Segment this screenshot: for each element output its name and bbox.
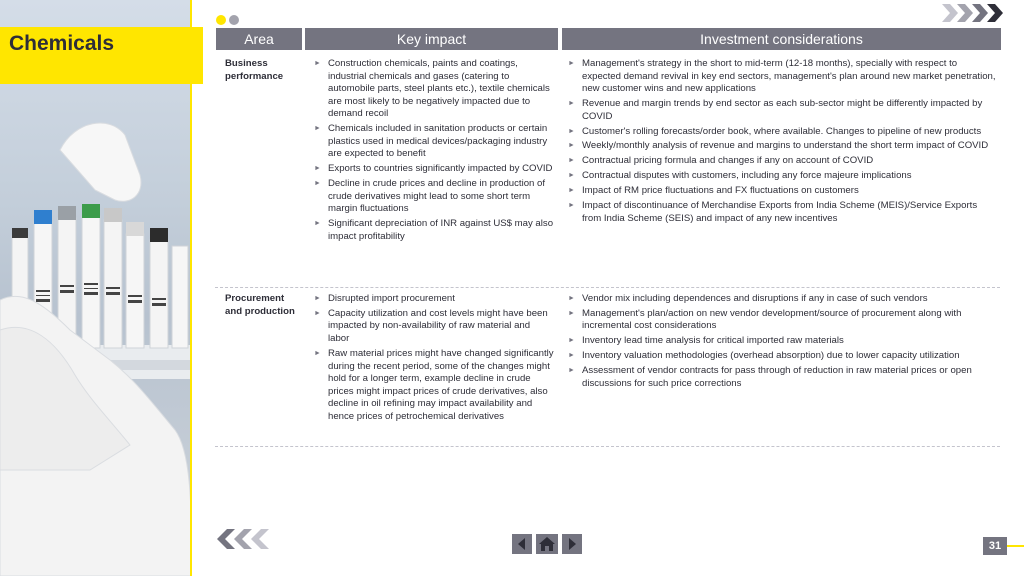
list-item: ► Revenue and margin trends by end sector as each sub-sector might be differently impacted by COVID bbox=[568, 98, 998, 123]
page-title: Chemicals bbox=[9, 32, 115, 55]
list-item: ► Contractual disputes with customers, including any force majeure implications bbox=[568, 170, 998, 183]
header-investment-considerations: Investment considerations bbox=[562, 28, 1001, 50]
prev-button[interactable] bbox=[512, 534, 532, 554]
row-area-business-performance: Business performance bbox=[225, 58, 284, 82]
triangle-left-icon bbox=[512, 534, 532, 554]
home-button[interactable] bbox=[536, 534, 558, 554]
list-item: ► Management's strategy in the short to mid-term (12-18 months), specially with respect to expected demand revival in key end sectors, management's plan around new market penetration, new customer wins and new applications bbox=[568, 58, 998, 96]
impact-list-business bbox=[314, 58, 554, 246]
row-separator bbox=[215, 446, 1000, 447]
dot-inactive bbox=[229, 15, 239, 25]
header-area: Area bbox=[216, 28, 302, 50]
list-item: ► Assessment of vendor contracts for pass through of reduction in raw material prices or open discussions for such price corrections bbox=[568, 365, 998, 390]
list-item: ► Exports to countries significantly impacted by COVID bbox=[314, 163, 554, 176]
next-button[interactable] bbox=[562, 534, 582, 554]
row-area-procurement: Procurement and production bbox=[225, 293, 295, 317]
list-item: ► Vendor mix including dependences and disruptions if any in case of such vendors bbox=[568, 293, 998, 306]
header-key-impact: Key impact bbox=[305, 28, 558, 50]
page-number-accent bbox=[1007, 545, 1024, 547]
home-icon bbox=[536, 534, 558, 554]
chevrons-icon bbox=[940, 2, 1008, 24]
list-item: ► Management's plan/action on new vendor development/source of procurement along with incremental cost considerations bbox=[568, 308, 998, 333]
list-item: ► Construction chemicals, paints and coatings, industrial chemicals and gases (catering to automobile parts, steel plants etc.), textile chemicals are most likely to be negatively impacted due to demand recoil bbox=[314, 58, 554, 121]
considerations-list-business bbox=[568, 58, 998, 228]
glove-fingers bbox=[60, 123, 141, 201]
list-item: ► Disrupted import procurement bbox=[314, 293, 554, 306]
impact-list-procurement bbox=[314, 293, 554, 426]
page-number: 31 bbox=[983, 537, 1007, 555]
accent-line bbox=[190, 0, 192, 576]
list-item: ► Inventory lead time analysis for critical imported raw materials bbox=[568, 335, 998, 348]
row-separator bbox=[215, 287, 1000, 288]
triangle-right-icon bbox=[562, 534, 582, 554]
considerations-list-procurement bbox=[568, 293, 998, 393]
list-item: ► Impact of RM price fluctuations and FX fluctuations on customers bbox=[568, 185, 998, 198]
list-item: ► Inventory valuation methodologies (overhead absorption) due to lower capacity utilization bbox=[568, 350, 998, 363]
list-item: ► Significant depreciation of INR against US$ may also impact profitability bbox=[314, 218, 554, 243]
list-item: ► Weekly/monthly analysis of revenue and margins to understand the short term impact of COVID bbox=[568, 140, 998, 153]
list-item: ► Raw material prices might have changed significantly during the recent period, some of the changes might hold for a longer term, example decline in crude prices might impact prices of crude derivatives, also decline in oil refining may impact availability and hence prices of petrochemical derivatives bbox=[314, 348, 554, 424]
list-item: ► Contractual pricing formula and changes if any on account of COVID bbox=[568, 155, 998, 168]
list-item: ► Chemicals included in sanitation products or certain plastics used in medical devices/packaging industry are expected to benefit bbox=[314, 123, 554, 161]
back-chevrons-icon[interactable] bbox=[215, 527, 281, 551]
list-item: ► Customer's rolling forecasts/order book, where available. Changes to pipeline of new products bbox=[568, 126, 998, 139]
list-item: ► Impact of discontinuance of Merchandise Exports from India Scheme (MEIS)/Service Exports from India Scheme (SEIS) and impact of any new incentives bbox=[568, 200, 998, 225]
photo-panel bbox=[0, 0, 192, 576]
list-item: ► Capacity utilization and cost levels might have been impacted by non-availability of raw material and labor bbox=[314, 308, 554, 346]
dot-active bbox=[216, 15, 226, 25]
lab-photo bbox=[0, 0, 192, 576]
list-item: ► Decline in crude prices and decline in production of crude derivatives might lead to some short term margin fluctuations bbox=[314, 178, 554, 216]
